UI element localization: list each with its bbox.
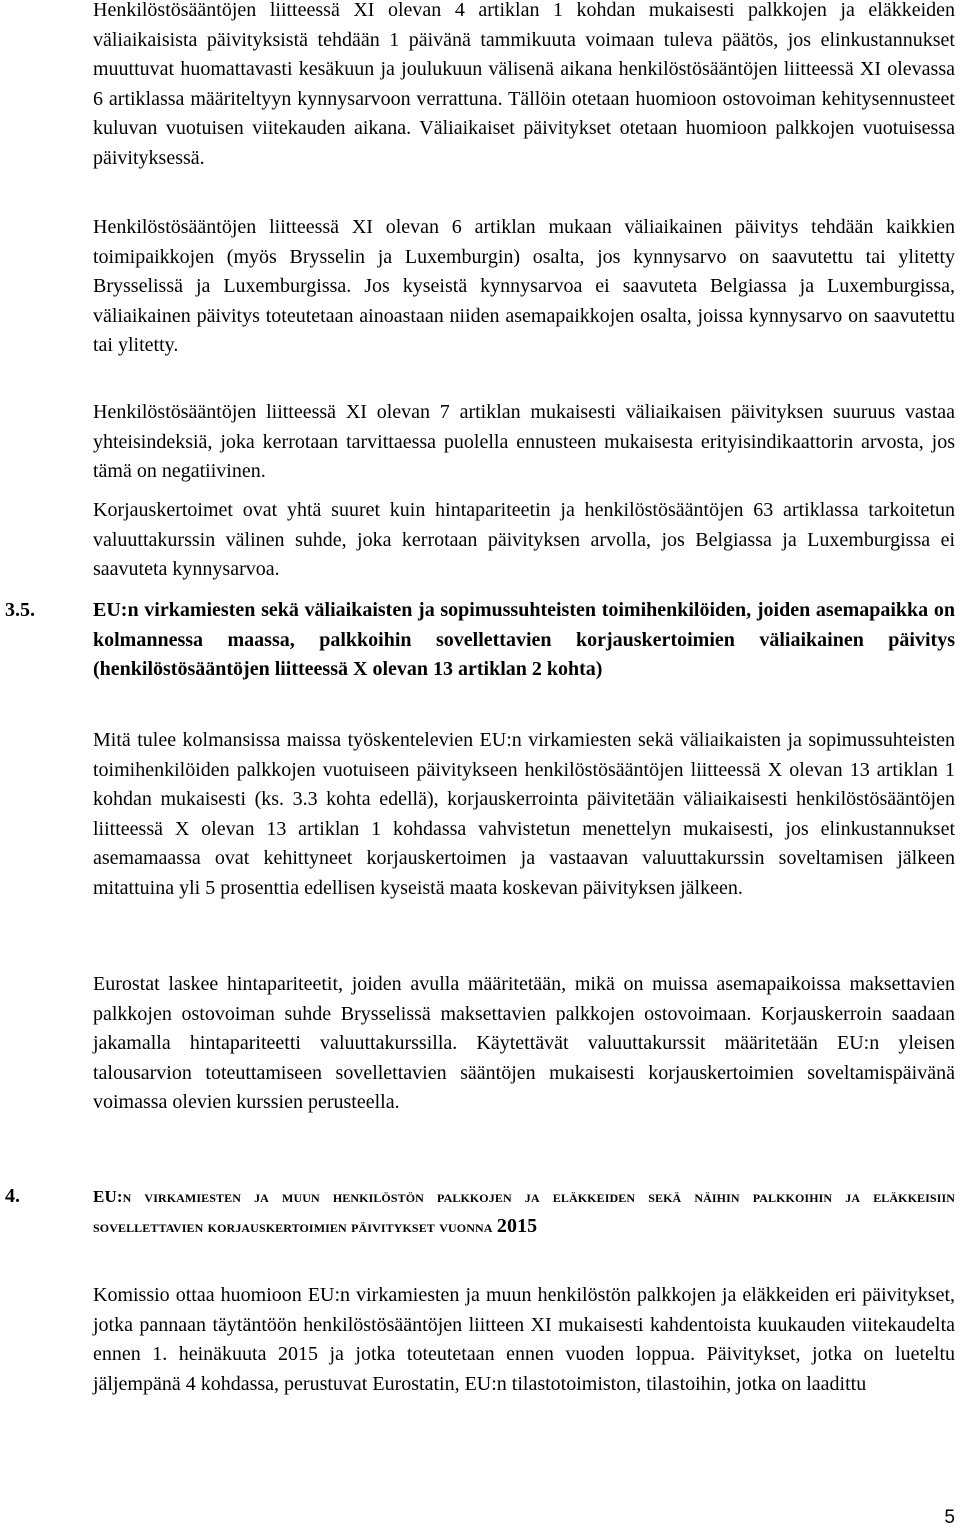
section-4-heading-year: 2015 bbox=[496, 1214, 538, 1237]
section-4-number: 4. bbox=[5, 1185, 20, 1207]
section-3-5-paragraph-third-countries: Mitä tulee kolmansissa maissa työskentelevien EU:n virkamiesten sekä väliaikaisten ja sopimussuhteisten toimihenkilöiden palkkojen vuotuiseen päivitykseen henkilöstösääntöjen liitteessä X olevan 13 artiklan 1 kohdan mukaisesti (ks. 3.3 kohta edellä), korjauskerrointa päivitetään väliaikaisesti henkilöstösääntöjen liitteessä X olevan 13 artiklan 1 kohdassa vahvistetun menettelyn mukaisesti, jos elinkustannukset asemamaassa ovat kehittyneet korjauskertoimen ja vastaavan valuuttakurssin soveltamisen jälkeen mitattuina yli 5 prosenttia edellisen kyseistä maata koskevan päivityksen jälkeen. bbox=[93, 729, 955, 899]
page-number: 5 bbox=[944, 1507, 955, 1528]
section-3-5-heading: EU:n virkamiesten sekä väliaikaisten ja sopimussuhteisten toimihenkilöiden, joiden asemapaikka on kolmannessa maassa, palkkoihin sovellettavien korjauskertoimien väliaikainen päivitys (henkilöstösääntöjen liitteessä X olevan 13 artiklan 2 kohta) bbox=[93, 599, 955, 681]
paragraph-update-size: Henkilöstösääntöjen liitteessä XI olevan 7 artiklan mukaisesti väliaikaisen päivityksen suuruus vastaa yhteisindeksiä, joka kerrotaan tarvittaessa puolella ennusteen mukaisesta erityisindikaattorin arvosta, jos tämä on negatiivinen. bbox=[93, 401, 955, 483]
paragraph-threshold-brussels-luxembourg: Henkilöstösääntöjen liitteessä XI olevan 6 artiklan mukaan väliaikainen päivitys tehdään kaikkien toimipaikkojen (myös Brysselin ja Luxemburgin) osalta, jos kynnysarvo on saavutettu tai ylitetty Brysselissä ja Luxemburgissa. Jos kyseistä kynnysarvoa ei saavuteta Belgiassa ja Luxemburgissa, väliaikainen päivitys toteutetaan ainoastaan niiden asemapaikkojen osalta, joissa kynnysarvo on saavutettu tai ylitetty. bbox=[93, 216, 955, 357]
section-4-heading-text: EU:n virkamiesten ja muun henkilöstön palkkojen ja eläkkeiden sekä näihin palkkoihin ja eläkkeisiin sovellettavien korjauskertoimien päivitykset vuonna bbox=[93, 1187, 955, 1236]
section-4-heading bbox=[93, 1182, 955, 1241]
section-3-5-number: 3.5. bbox=[5, 599, 35, 621]
section-3-5-paragraph-eurostat: Eurostat laskee hintapariteetit, joiden avulla määritetään, mikä on muissa asemapaikoissa maksettavien palkkojen ostovoiman suhde Brysselissä maksettavien palkkojen ostovoimaan. Korjauskerroin saadaan jakamalla hintapariteetti valuuttakurssilla. Käytettävät valuuttakurssit määritetään EU:n yleisen talousarvion toteuttamiseen sovellettavien sääntöjen mukaisesti korjauskertoimien soveltamispäivänä voimassa olevien kurssien perusteella. bbox=[93, 973, 955, 1114]
paragraph-correction-coefficients: Korjauskertoimet ovat yhtä suuret kuin hintapariteetin ja henkilöstösääntöjen 63 artiklassa tarkoitetun valuuttakurssin välinen suhde, joka kerrotaan päivityksen arvolla, jos Belgiassa ja Luxemburgissa ei saavuteta kynnysarvoa. bbox=[93, 499, 955, 581]
paragraph-interim-update-decision: Henkilöstösääntöjen liitteessä XI olevan 4 artiklan 1 kohdan mukaisesti palkkojen ja eläkkeiden väliaikaisista päivityksistä tehdään 1 päivänä tammikuuta voimaan tuleva päätös, jos elinkustannukset muuttuvat huomattavasti kesäkuun ja joulukuun välisenä aikana henkilöstösääntöjen liitteessä XI olevassa 6 artiklassa määriteltyyn kynnysarvoon verrattuna. Tällöin otetaan huomioon ostovoiman kehitysennusteet kuluvan vuotuisen viitekauden aikana. Väliaikaiset päivitykset otetaan huomioon palkkojen vuotuisessa päivityksessä. bbox=[93, 0, 955, 169]
section-4-paragraph-commission: Komissio ottaa huomioon EU:n virkamiesten ja muun henkilöstön palkkojen ja eläkkeiden eri päivitykset, jotka pannaan täytäntöön henkilöstösääntöjen liitteen XI mukaisesti kahdentoista kuukauden viitekaudelta ennen 1. heinäkuuta 2015 ja jotka toteutetaan ennen vuoden loppua. Päivitykset, jotka on lueteltu jäljempänä 4 kohdassa, perustuvat Eurostatin, EU:n tilastotoimiston, tilastoihin, jotka on laadittu bbox=[93, 1284, 955, 1395]
